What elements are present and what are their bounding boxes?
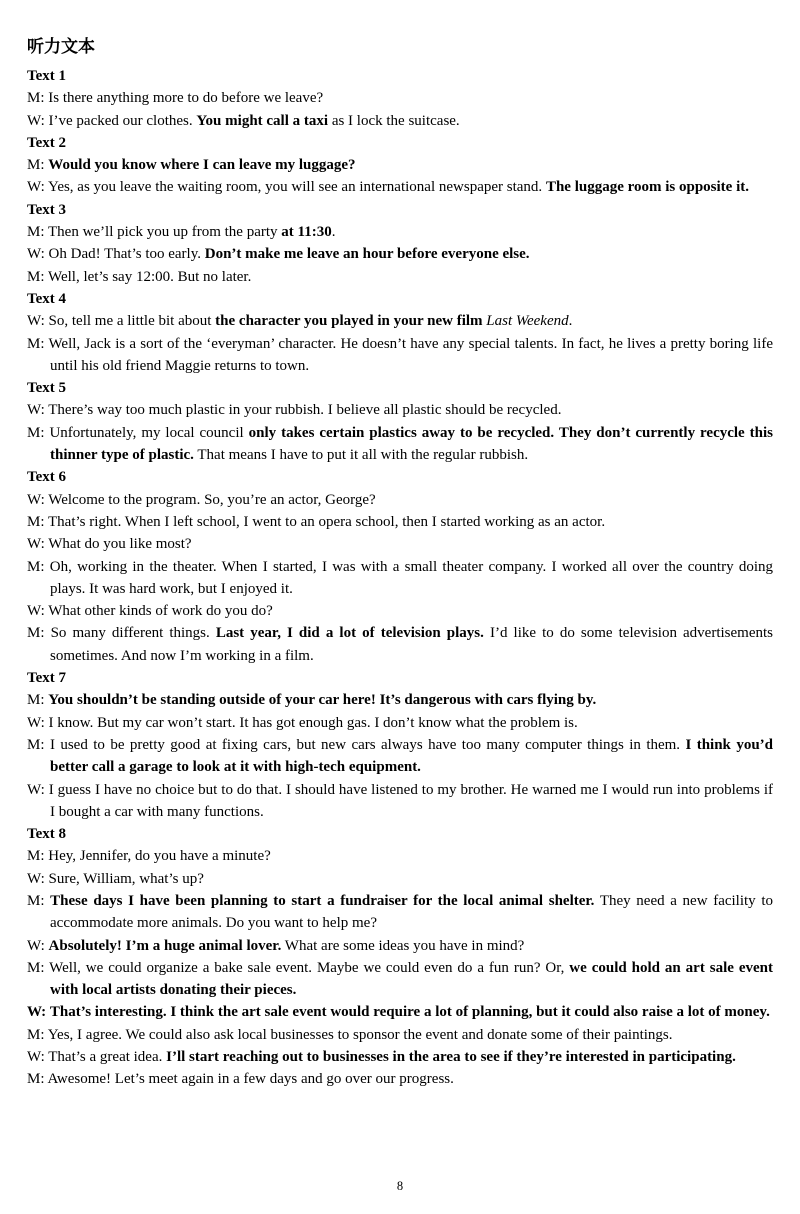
dialogue-text: I used to be pretty good at fixing cars, but new cars always have too many computer things in them.: [49, 736, 686, 753]
dialogue-text: You shouldn’t be standing outside of your car here! It’s dangerous with cars flying by.: [48, 692, 597, 709]
dialogue-line: [27, 689, 773, 711]
dialogue-line: [27, 845, 773, 867]
speaker-label: M:: [27, 959, 45, 976]
dialogue-text: we could hold an art sale event with local artists donating their pieces.: [50, 959, 773, 999]
text-section-heading: Text 6: [27, 469, 67, 486]
dialogue-text: That’s right. When I left school, I went to an opera school, then I started working as an actor.: [48, 513, 606, 530]
speaker-label: W:: [27, 1004, 47, 1021]
dialogue-text: as I lock the suitcase.: [328, 112, 460, 129]
dialogue-text: The luggage room is opposite it.: [545, 179, 750, 196]
dialogue-text: only takes certain plastics away to be recycled. They don’t currently recycle this thinner type of plastic.: [50, 424, 774, 464]
dialogue-line: [27, 310, 773, 332]
dialogue-line: [27, 868, 773, 890]
dialogue-text: Hey, Jennifer, do you have a minute?: [48, 848, 271, 865]
dialogue-line: [27, 712, 773, 734]
dialogue-line: [27, 556, 773, 601]
dialogue-text: You might call a taxi: [196, 112, 329, 129]
speaker-label: M:: [27, 625, 45, 642]
speaker-label: W:: [27, 781, 45, 798]
speaker-label: W:: [27, 179, 45, 196]
dialogue-line: [27, 110, 773, 132]
dialogue-text: There’s way too much plastic in your rubbish. I believe all plastic should be recycled.: [48, 402, 562, 419]
dialogue-text: Absolutely! I’m a huge animal lover.: [48, 937, 282, 954]
dialogue-text: the character you played in your new film: [215, 313, 483, 330]
speaker-label: M:: [27, 1071, 45, 1088]
speaker-label: W:: [27, 937, 45, 954]
dialogue-text: Well, we could organize a bake sale event. Maybe we could even do a fun run? Or,: [49, 959, 570, 976]
dialogue-text: Yes, I agree. We could also ask local businesses to sponsor the event and donate some of their paintings.: [47, 1026, 673, 1043]
dialogue-line: [27, 1001, 773, 1023]
dialogue-text: I’ll start reaching out to businesses in the area to see if they’re interested in participating.: [166, 1049, 736, 1066]
dialogue-text: at 11:30: [281, 224, 332, 241]
dialogue-text: That’s interesting. I think the art sale event would require a lot of planning, but it could also raise a lot of money.: [49, 1004, 770, 1021]
dialogue-text: Awesome! Let’s meet again in a few days and go over our progress.: [47, 1071, 454, 1088]
dialogue-text: That’s a great idea.: [48, 1049, 167, 1066]
dialogue-text: Oh Dad! That’s too early.: [48, 246, 205, 263]
text-section-heading: Text 1: [27, 68, 67, 84]
dialogue-line: [27, 779, 773, 824]
dialogue-text: I know. But my car won’t start. It has got enough gas. I don’t know what the problem is.: [48, 714, 578, 731]
dialogue-text: I’ve packed our clothes.: [48, 112, 197, 129]
transcript: [27, 65, 773, 1091]
dialogue-line: [27, 600, 773, 622]
dialogue-text: Well, Jack is a sort of the ‘everyman’ character. He doesn’t have any special talents. In fact, he lives a pretty boring life until his old friend Maggie returns to town.: [48, 335, 774, 374]
speaker-label: M:: [27, 513, 45, 530]
speaker-label: W:: [27, 1049, 45, 1066]
speaker-label: M:: [27, 224, 45, 241]
dialogue-text: Yes, as you leave the waiting room, you will see an international newspaper stand.: [47, 179, 546, 196]
dialogue-line: [27, 890, 773, 935]
page-number: 8: [396, 1179, 404, 1193]
dialogue-text: So, tell me a little bit about: [48, 313, 216, 330]
dialogue-line: [27, 422, 773, 467]
dialogue-text: Then we’ll pick you up from the party: [48, 224, 282, 241]
dialogue-text: Last Weekend: [486, 313, 569, 330]
speaker-label: M:: [27, 157, 45, 174]
speaker-label: M:: [27, 558, 45, 575]
speaker-label: W:: [27, 246, 45, 263]
dialogue-text: Oh, working in the theater. When I started, I was with a small theater company. I worked all over the country doing plays. It was hard work, but I enjoyed it.: [49, 558, 773, 597]
dialogue-text: What do you like most?: [48, 536, 192, 553]
text-section-heading: Text 4: [27, 290, 67, 307]
dialogue-text: I guess I have no choice but to do that. I should have listened to my brother. He warned me I would run into problems if I bought a car with many functions.: [48, 781, 774, 820]
speaker-label: W:: [27, 313, 45, 330]
dialogue-line: [27, 622, 773, 667]
speaker-label: W:: [27, 402, 45, 419]
dialogue-text: They need a new facility to accommodate more animals. Do you want to help me?: [50, 892, 773, 932]
dialogue-text: These days I have been planning to start a fundraiser for the local animal shelter.: [50, 892, 595, 909]
speaker-label: M:: [27, 424, 45, 441]
speaker-label: W:: [27, 112, 45, 129]
speaker-label: W:: [27, 603, 45, 620]
dialogue-line: [27, 734, 773, 779]
speaker-label: W:: [27, 714, 45, 731]
speaker-label: M:: [27, 90, 45, 107]
dialogue-line: [27, 221, 773, 243]
dialogue-line: [27, 399, 773, 421]
dialogue-line: [27, 1068, 773, 1090]
dialogue-text: Don’t make me leave an hour before everyone else.: [204, 246, 530, 263]
dialogue-text: I’d like to do some television advertisements sometimes. And now I’m working in a film.: [50, 625, 774, 664]
dialogue-text: Last year, I did a lot of television plays.: [215, 625, 484, 642]
dialogue-text: Is there anything more to do before we leave?: [48, 90, 324, 107]
dialogue-text: .: [331, 224, 336, 241]
speaker-label: M:: [27, 268, 45, 285]
text-section-heading: Text 8: [27, 826, 67, 843]
dialogue-text: Well, let’s say 12:00. But no later.: [48, 268, 252, 285]
dialogue-line: [27, 489, 773, 511]
text-section-heading: Text 3: [27, 201, 67, 218]
dialogue-line: [27, 333, 773, 378]
dialogue-text: Sure, William, what’s up?: [48, 870, 204, 887]
speaker-label: M:: [27, 848, 45, 865]
speaker-label: W:: [27, 870, 45, 887]
text-section-heading: Text 7: [27, 670, 67, 687]
dialogue-text: I think you’d better call a garage to look at it with high-tech equipment.: [50, 736, 773, 776]
text-section-heading: Text 5: [27, 380, 67, 397]
dialogue-text: What other kinds of work do you do?: [48, 603, 273, 620]
speaker-label: W:: [27, 491, 45, 508]
speaker-label: M:: [27, 335, 45, 352]
dialogue-line: [27, 176, 773, 198]
dialogue-text: What are some ideas you have in mind?: [281, 937, 525, 954]
speaker-label: M:: [27, 692, 45, 709]
dialogue-text: Unfortunately, my local council: [49, 424, 249, 441]
dialogue-line: [27, 1046, 773, 1068]
speaker-label: M:: [27, 736, 45, 753]
dialogue-line: [27, 266, 773, 288]
speaker-label: W:: [27, 536, 45, 553]
dialogue-line: [27, 87, 773, 109]
dialogue-text: So many different things.: [50, 625, 216, 642]
dialogue-text: That means I have to put it all with the regular rubbish.: [193, 447, 529, 464]
dialogue-line: [27, 935, 773, 957]
document-title: 听力文本: [27, 37, 95, 56]
speaker-label: M:: [27, 1026, 45, 1043]
dialogue-text: Would you know where I can leave my luggage?: [48, 157, 356, 174]
dialogue-line: [27, 154, 773, 176]
dialogue-line: [27, 957, 773, 1002]
dialogue-line: [27, 533, 773, 555]
speaker-label: M:: [27, 892, 45, 909]
dialogue-line: [27, 511, 773, 533]
dialogue-line: [27, 243, 773, 265]
dialogue-text: Welcome to the program. So, you’re an actor, George?: [48, 491, 376, 508]
text-section-heading: Text 2: [27, 134, 67, 151]
dialogue-text: .: [568, 313, 573, 330]
dialogue-line: [27, 1024, 773, 1046]
